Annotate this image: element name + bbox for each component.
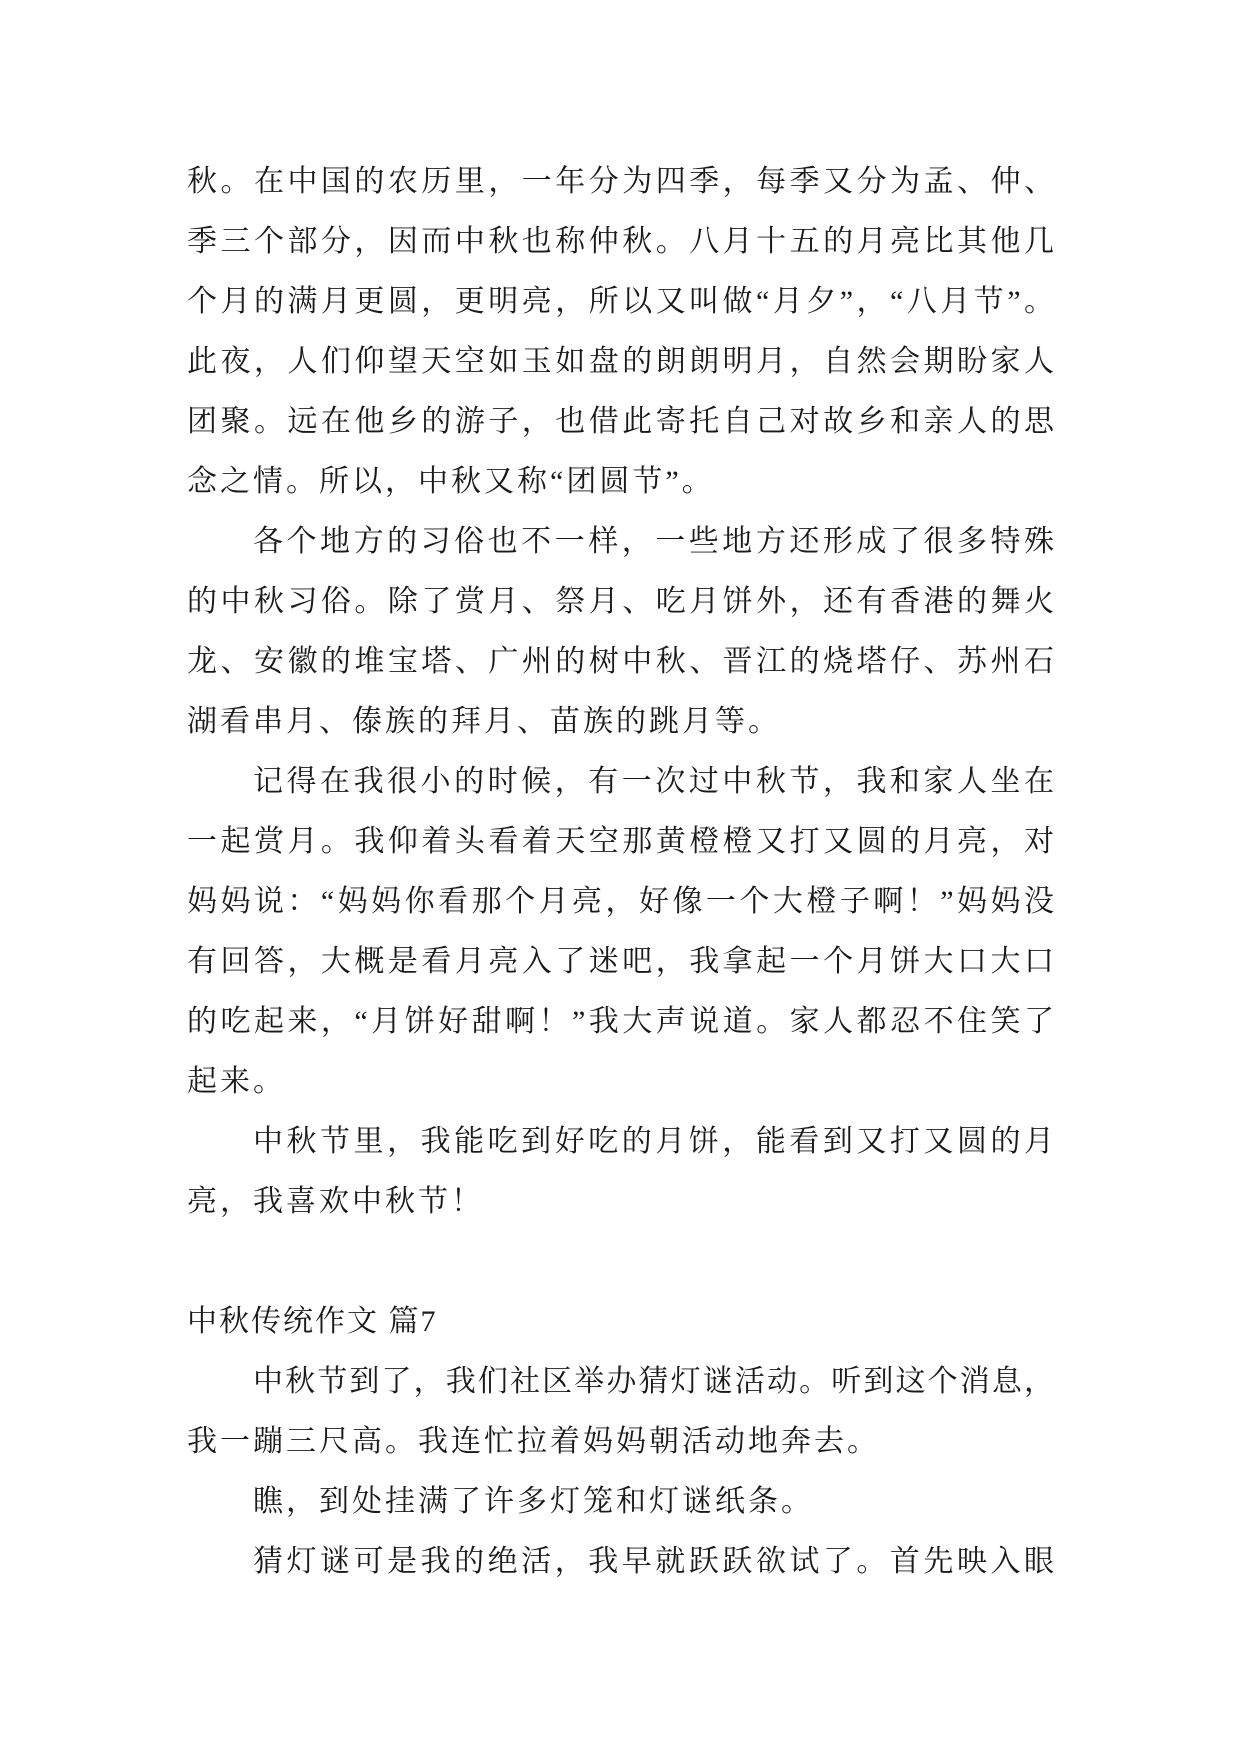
text-line: 各个地方的习俗也不一样，一些地方还形成了很多特殊 [253,525,1054,558]
text-line: 我一蹦三尺高。我连忙拉着妈妈朝活动地奔去。 [187,1425,880,1458]
text-line: 亮，我喜欢中秋节！ [187,1185,484,1218]
paragraph [187,1352,1054,1472]
text-line: 此夜，人们仰望天空如玉如盘的朗朗明月，自然会期盼家人 [187,345,1054,378]
paragraph [187,1472,1054,1532]
text-line: 秋。在中国的农历里，一年分为四季，每季又分为孟、仲、 [187,165,1054,198]
text-line: 湖看串月、傣族的拜月、苗族的跳月等。 [187,705,781,738]
paragraph [187,1532,1054,1592]
text-line: 妈妈说：“妈妈你看那个月亮，好像一个大橙子啊！”妈妈没 [187,885,1054,918]
text-line: 一起赏月。我仰着头看着天空那黄橙橙又打又圆的月亮，对 [187,825,1054,858]
text-line: 个月的满月更圆，更明亮，所以又叫做“月夕”，“八月节”。 [187,285,1054,318]
document-body [187,152,1054,1592]
paragraph [187,752,1054,1112]
paragraph [187,1112,1054,1232]
blank-line [187,1232,1054,1292]
text-line: 团聚。远在他乡的游子，也借此寄托自己对故乡和亲人的思 [187,405,1054,438]
text-line: 瞧，到处挂满了许多灯笼和灯谜纸条。 [253,1485,814,1518]
paragraph [187,512,1054,752]
text-line: 起来。 [187,1065,286,1098]
text-line: 季三个部分，因而中秋也称仲秋。八月十五的月亮比其他几 [187,225,1054,258]
text-line: 的中秋习俗。除了赏月、祭月、吃月饼外，还有香港的舞火 [187,585,1054,618]
text-line: 念之情。所以，中秋又称“团圆节”。 [187,465,715,498]
text-line: 的吃起来，“月饼好甜啊！”我大声说道。家人都忍不住笑了 [187,1005,1054,1038]
paragraph [187,152,1054,512]
text-line: 有回答，大概是看月亮入了迷吧，我拿起一个月饼大口大口 [187,945,1054,978]
text-line: 中秋节里，我能吃到好吃的月饼，能看到又打又圆的月 [253,1125,1054,1158]
text-line: 龙、安徽的堆宝塔、广州的树中秋、晋江的烧塔仔、苏州石 [187,645,1054,678]
text-line: 记得在我很小的时候，有一次过中秋节，我和家人坐在 [253,765,1054,798]
text-line: 中秋节到了，我们社区举办猜灯谜活动。听到这个消息， [253,1365,1054,1398]
text-line: 猜灯谜可是我的绝活，我早就跃跃欲试了。首先映入眼 [253,1545,1054,1578]
section-heading: 中秋传统作文 篇7 [187,1305,438,1338]
